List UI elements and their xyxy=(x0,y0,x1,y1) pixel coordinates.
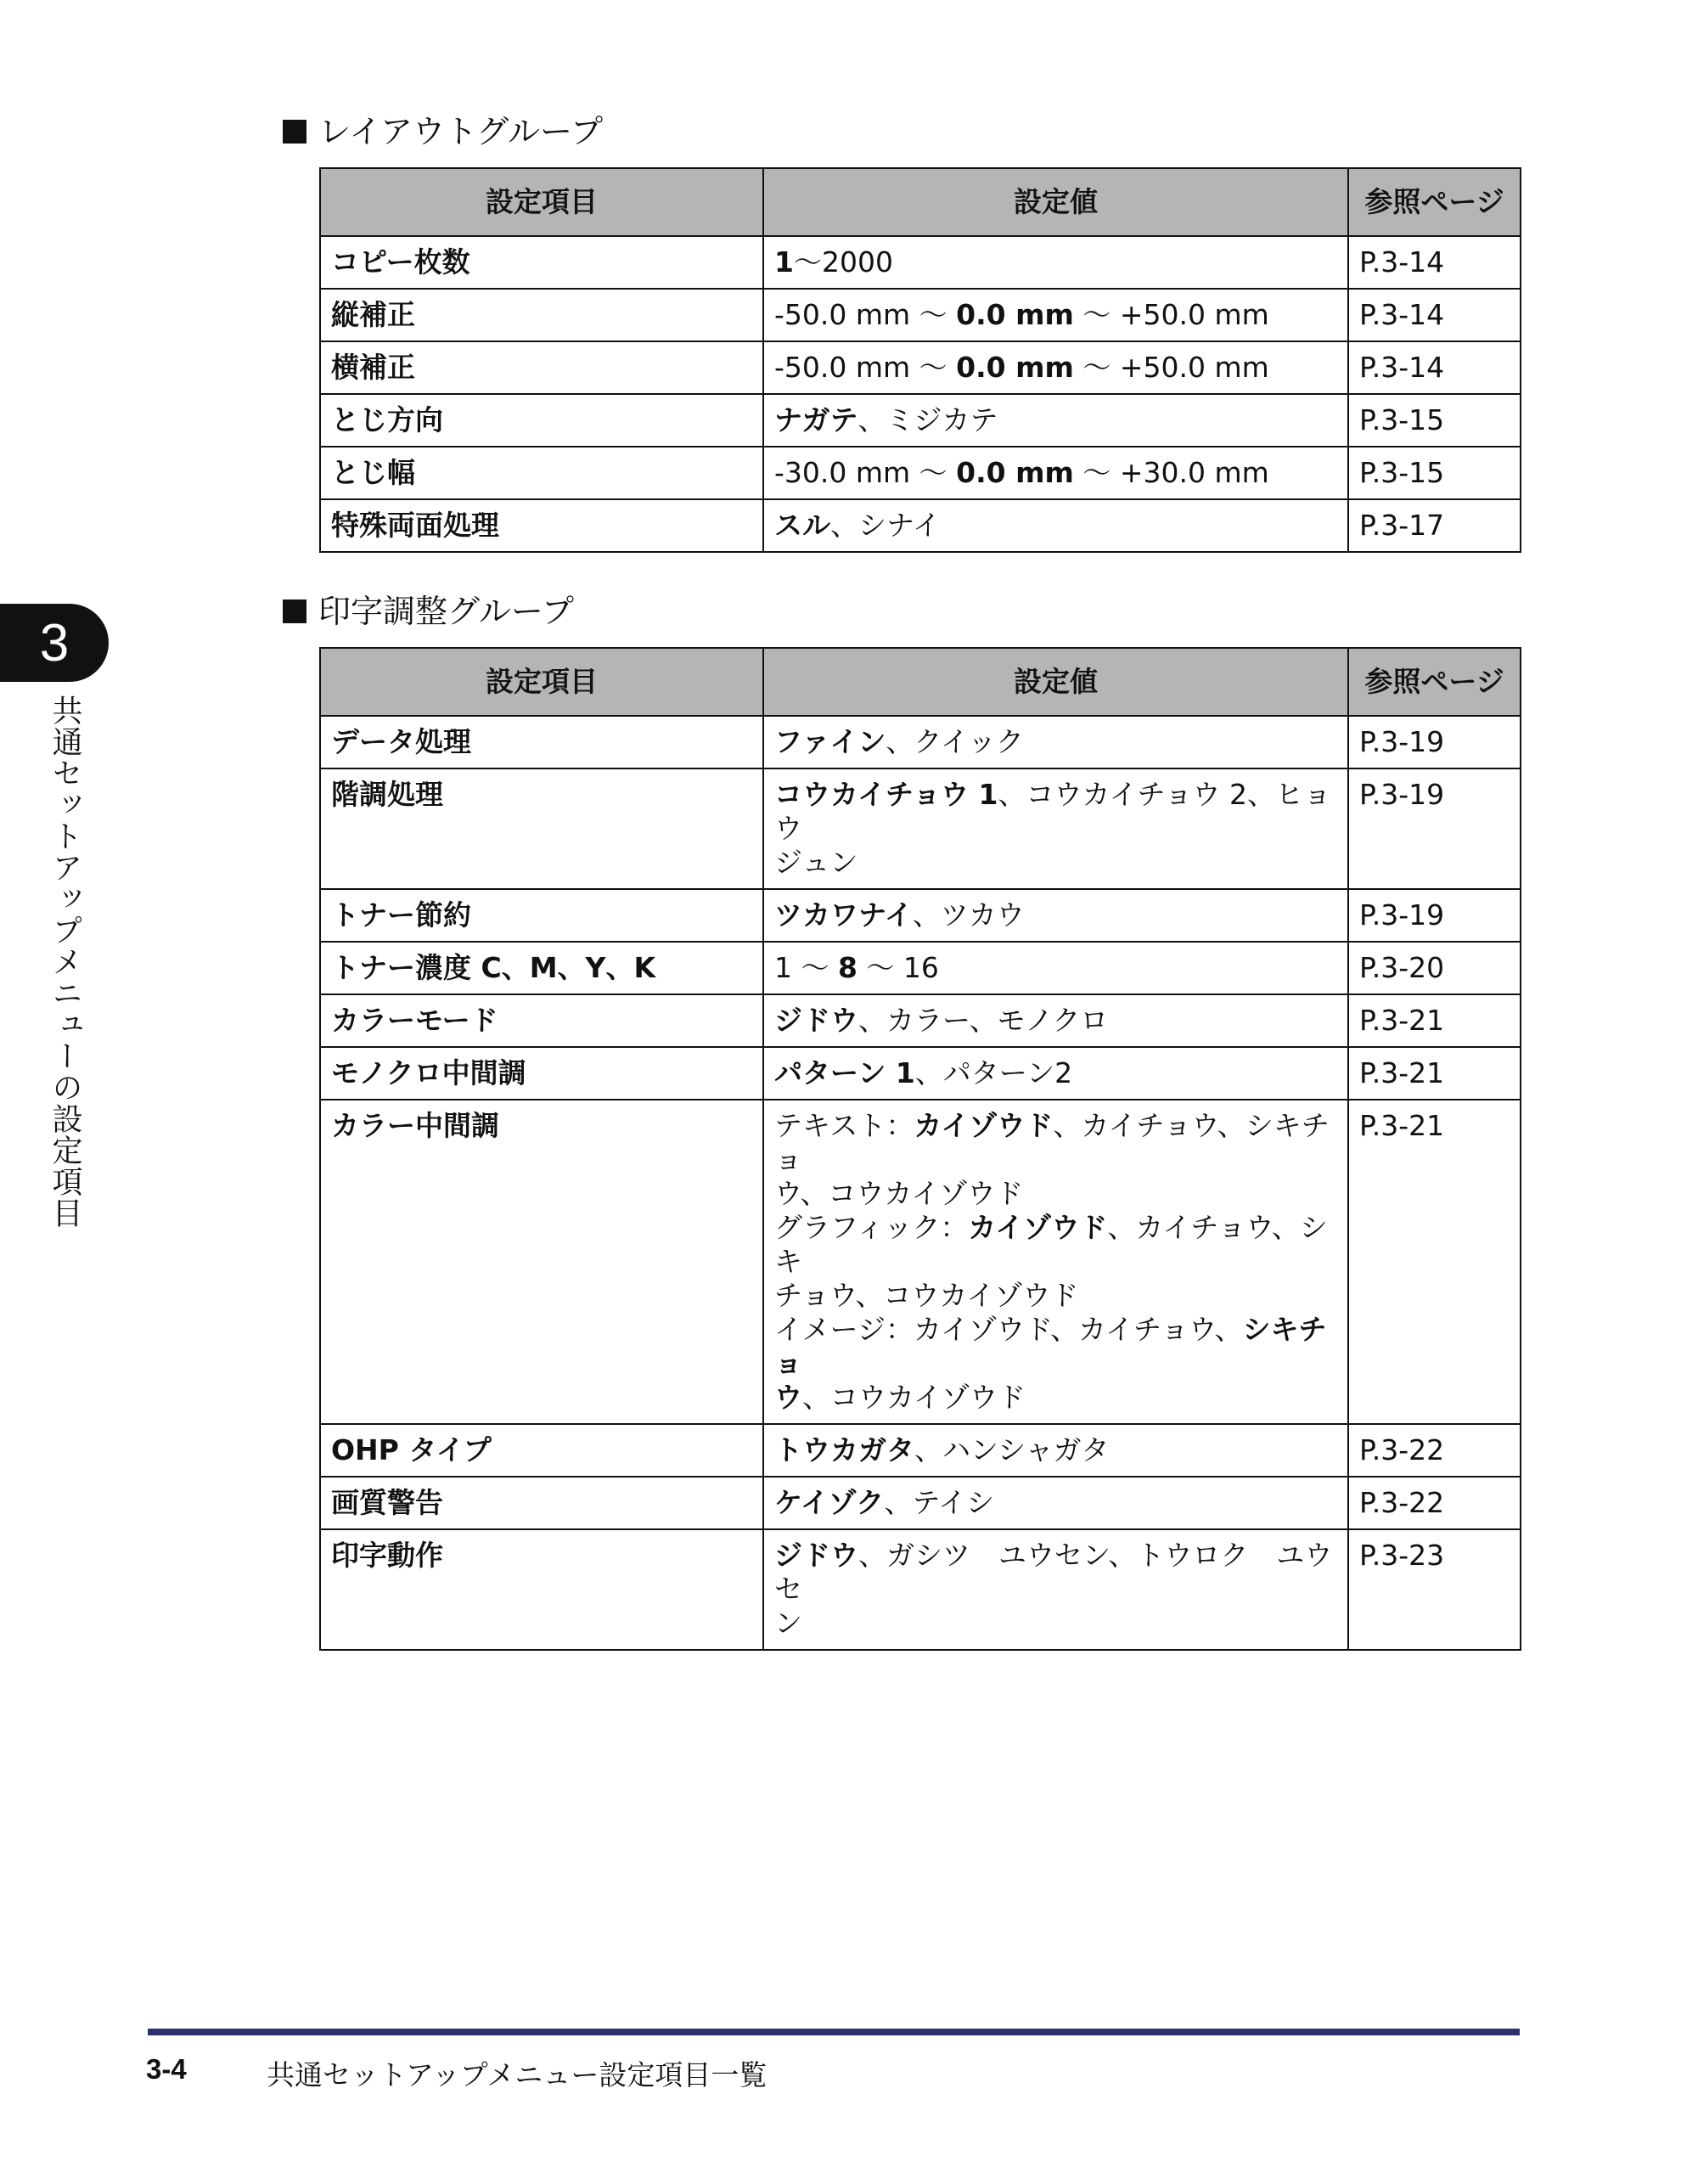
setting-value-cell xyxy=(763,1477,1348,1529)
table-row xyxy=(320,499,1521,552)
table-row xyxy=(320,341,1521,394)
setting-value-line xyxy=(774,1109,1337,1177)
setting-item-cell: とじ幅 xyxy=(320,447,763,499)
table-header-row xyxy=(320,168,1521,236)
setting-item-cell: 縦補正 xyxy=(320,289,763,341)
print-adjust-group-table xyxy=(319,647,1521,1651)
default-value-text: 0.0 mm xyxy=(956,351,1074,384)
chapter-title-vertical: 共通セットアップメニューの設定項目 xyxy=(48,695,82,1229)
setting-value-line xyxy=(774,1177,1337,1211)
square-bullet-icon xyxy=(283,599,306,623)
default-value-text: ナガテ xyxy=(774,403,858,436)
reference-page-cell: P.3-19 xyxy=(1348,889,1521,942)
setting-value-line xyxy=(774,1279,1337,1313)
reference-page-cell: P.3-17 xyxy=(1348,499,1521,552)
header-setting-value: 設定値 xyxy=(763,648,1348,716)
option-text: -50.0 mm ～ xyxy=(774,351,957,384)
default-value-text: ケイゾク xyxy=(774,1486,885,1519)
option-text: 、シナイ xyxy=(830,509,941,542)
default-value-text: ジドウ xyxy=(774,1539,858,1572)
section-title-text: レイアウトグループ xyxy=(318,113,604,150)
default-value-text: トウカガタ xyxy=(774,1433,914,1466)
setting-value-line xyxy=(774,1313,1337,1381)
option-text: イメージ：カイゾウド、カイチョウ、 xyxy=(774,1313,1243,1346)
option-text: 、ガシツ ユウセン、トウロク ユウセ xyxy=(774,1539,1333,1606)
layout-group-table xyxy=(319,167,1521,553)
default-value-text: スル xyxy=(774,509,830,542)
reference-page-cell: P.3-21 xyxy=(1348,994,1521,1047)
setting-value-line xyxy=(774,298,1337,332)
setting-value-line xyxy=(774,351,1337,385)
option-text: -30.0 mm ～ xyxy=(774,456,957,489)
setting-value-line xyxy=(774,456,1337,490)
option-text: 、パターン2 xyxy=(914,1056,1073,1089)
table-row xyxy=(320,1529,1521,1650)
table-row xyxy=(320,394,1521,447)
table-row xyxy=(320,768,1521,889)
table-row xyxy=(320,236,1521,289)
option-text: ウ、コウカイゾウド xyxy=(774,1177,1024,1210)
setting-value-cell xyxy=(763,236,1348,289)
setting-value-line xyxy=(774,951,1337,985)
setting-value-cell xyxy=(763,341,1348,394)
square-bullet-icon xyxy=(283,120,306,144)
chapter-tab xyxy=(0,604,109,682)
setting-item-cell: 特殊両面処理 xyxy=(320,499,763,552)
setting-value-cell xyxy=(763,994,1348,1047)
reference-page-cell: P.3-15 xyxy=(1348,447,1521,499)
table-row xyxy=(320,289,1521,341)
setting-value-line xyxy=(774,1211,1337,1279)
setting-value-line xyxy=(774,1004,1337,1038)
option-text: 、テイシ xyxy=(884,1486,995,1519)
option-text: ～ +30.0 mm xyxy=(1073,456,1269,489)
section-title-layout xyxy=(283,113,603,150)
setting-item-cell: トナー濃度 C、M、Y、K xyxy=(320,942,763,994)
option-text: 、クイック xyxy=(886,725,1025,758)
reference-page-cell: P.3-20 xyxy=(1348,942,1521,994)
option-text: 、カラー、モノクロ xyxy=(858,1004,1109,1037)
setting-value-cell xyxy=(763,1424,1348,1477)
setting-item-cell: 印字動作 xyxy=(320,1529,763,1650)
option-text: -50.0 mm ～ xyxy=(774,298,957,331)
option-text: チョウ、コウカイゾウド xyxy=(774,1279,1079,1312)
chapter-number: 3 xyxy=(39,613,70,673)
option-text: ～ +50.0 mm xyxy=(1073,298,1269,331)
default-value-text: ウ xyxy=(774,1381,802,1414)
setting-item-cell: カラー中間調 xyxy=(320,1100,763,1424)
table-row xyxy=(320,716,1521,768)
option-text: 、ツカウ xyxy=(912,898,1025,932)
setting-value-line xyxy=(774,1539,1337,1607)
setting-value-cell xyxy=(763,1529,1348,1650)
setting-value-line xyxy=(774,403,1337,437)
setting-value-cell xyxy=(763,289,1348,341)
setting-value-line xyxy=(774,245,1337,279)
header-reference-page: 参照ページ xyxy=(1348,648,1521,716)
setting-value-line xyxy=(774,778,1337,846)
setting-value-line xyxy=(774,898,1337,932)
reference-page-cell: P.3-21 xyxy=(1348,1100,1521,1424)
option-text: 、ハンシャガタ xyxy=(914,1433,1110,1466)
reference-page-cell: P.3-22 xyxy=(1348,1477,1521,1529)
default-value-text: ツカワナイ xyxy=(774,898,913,932)
option-text: ～ +50.0 mm xyxy=(1073,351,1269,384)
default-value-text: ファイン xyxy=(774,725,886,758)
table-row xyxy=(320,1100,1521,1424)
reference-page-cell: P.3-22 xyxy=(1348,1424,1521,1477)
reference-page-cell: P.3-14 xyxy=(1348,341,1521,394)
footer-page-number: 3-4 xyxy=(146,2053,187,2085)
option-text: ～2000 xyxy=(793,245,893,279)
default-value-text: コウカイチョウ 1 xyxy=(774,778,998,811)
table-row xyxy=(320,889,1521,942)
default-value-text: パターン 1 xyxy=(774,1056,915,1089)
footer-title: 共通セットアップメニュー設定項目一覧 xyxy=(267,2058,767,2091)
default-value-text: 0.0 mm xyxy=(956,298,1074,331)
section-title-text: 印字調整グループ xyxy=(318,593,574,630)
setting-value-line xyxy=(774,1056,1337,1090)
setting-value-cell xyxy=(763,889,1348,942)
setting-item-cell: データ処理 xyxy=(320,716,763,768)
setting-value-cell xyxy=(763,499,1348,552)
default-value-text: ジドウ xyxy=(774,1004,858,1037)
section-title-print-adjust xyxy=(283,593,574,630)
setting-item-cell: 階調処理 xyxy=(320,768,763,889)
option-text: 1 ～ xyxy=(774,951,838,984)
table-row xyxy=(320,1477,1521,1529)
setting-item-cell: 横補正 xyxy=(320,341,763,394)
setting-item-cell: コピー枚数 xyxy=(320,236,763,289)
header-setting-item: 設定項目 xyxy=(320,168,763,236)
setting-value-line xyxy=(774,1381,1337,1415)
setting-value-cell xyxy=(763,1100,1348,1424)
default-value-text: 0.0 mm xyxy=(956,456,1074,489)
option-text: ジュン xyxy=(774,846,858,879)
default-value-text: 1 xyxy=(774,245,794,279)
reference-page-cell: P.3-21 xyxy=(1348,1047,1521,1100)
setting-item-cell: 画質警告 xyxy=(320,1477,763,1529)
setting-value-cell xyxy=(763,768,1348,889)
setting-value-line xyxy=(774,1607,1337,1641)
setting-value-line xyxy=(774,846,1337,880)
default-value-text: カイゾウド xyxy=(968,1211,1108,1244)
setting-item-cell: カラーモード xyxy=(320,994,763,1047)
option-text: 、コウカイチョウ 2、ヒョウ xyxy=(774,778,1331,845)
setting-value-line xyxy=(774,1486,1337,1520)
table-row xyxy=(320,994,1521,1047)
setting-item-cell: トナー節約 xyxy=(320,889,763,942)
setting-value-cell xyxy=(763,716,1348,768)
reference-page-cell: P.3-23 xyxy=(1348,1529,1521,1650)
setting-value-cell xyxy=(763,1047,1348,1100)
reference-page-cell: P.3-15 xyxy=(1348,394,1521,447)
reference-page-cell: P.3-19 xyxy=(1348,768,1521,889)
default-value-text: 8 xyxy=(837,951,857,984)
header-reference-page: 参照ページ xyxy=(1348,168,1521,236)
setting-item-cell: とじ方向 xyxy=(320,394,763,447)
table-header-row xyxy=(320,648,1521,716)
option-text: 、コウカイゾウド xyxy=(802,1381,1026,1414)
option-text: ～ 16 xyxy=(857,951,939,984)
option-text: 、ミジカテ xyxy=(857,403,998,436)
setting-value-cell xyxy=(763,447,1348,499)
setting-value-line xyxy=(774,1433,1337,1467)
default-value-text: シキチョ xyxy=(774,1313,1327,1380)
option-text: 、カイチョウ、シキチョ xyxy=(774,1109,1330,1176)
header-setting-item: 設定項目 xyxy=(320,648,763,716)
option-text: テキスト： xyxy=(774,1109,914,1142)
reference-page-cell: P.3-14 xyxy=(1348,289,1521,341)
option-text: ン xyxy=(774,1607,802,1640)
footer-rule xyxy=(148,2029,1520,2035)
reference-page-cell: P.3-14 xyxy=(1348,236,1521,289)
setting-value-cell xyxy=(763,942,1348,994)
setting-item-cell: モノクロ中間調 xyxy=(320,1047,763,1100)
option-text: 、カイチョウ、シキ xyxy=(774,1211,1328,1278)
table-row xyxy=(320,1047,1521,1100)
default-value-text: カイゾウド xyxy=(914,1109,1054,1142)
table-row xyxy=(320,447,1521,499)
reference-page-cell: P.3-19 xyxy=(1348,716,1521,768)
table-row xyxy=(320,1424,1521,1477)
setting-value-line xyxy=(774,509,1337,543)
setting-item-cell: OHP タイプ xyxy=(320,1424,763,1477)
table-row xyxy=(320,942,1521,994)
option-text: グラフィック： xyxy=(774,1211,969,1244)
setting-value-line xyxy=(774,725,1337,759)
header-setting-value: 設定値 xyxy=(763,168,1348,236)
setting-value-cell xyxy=(763,394,1348,447)
